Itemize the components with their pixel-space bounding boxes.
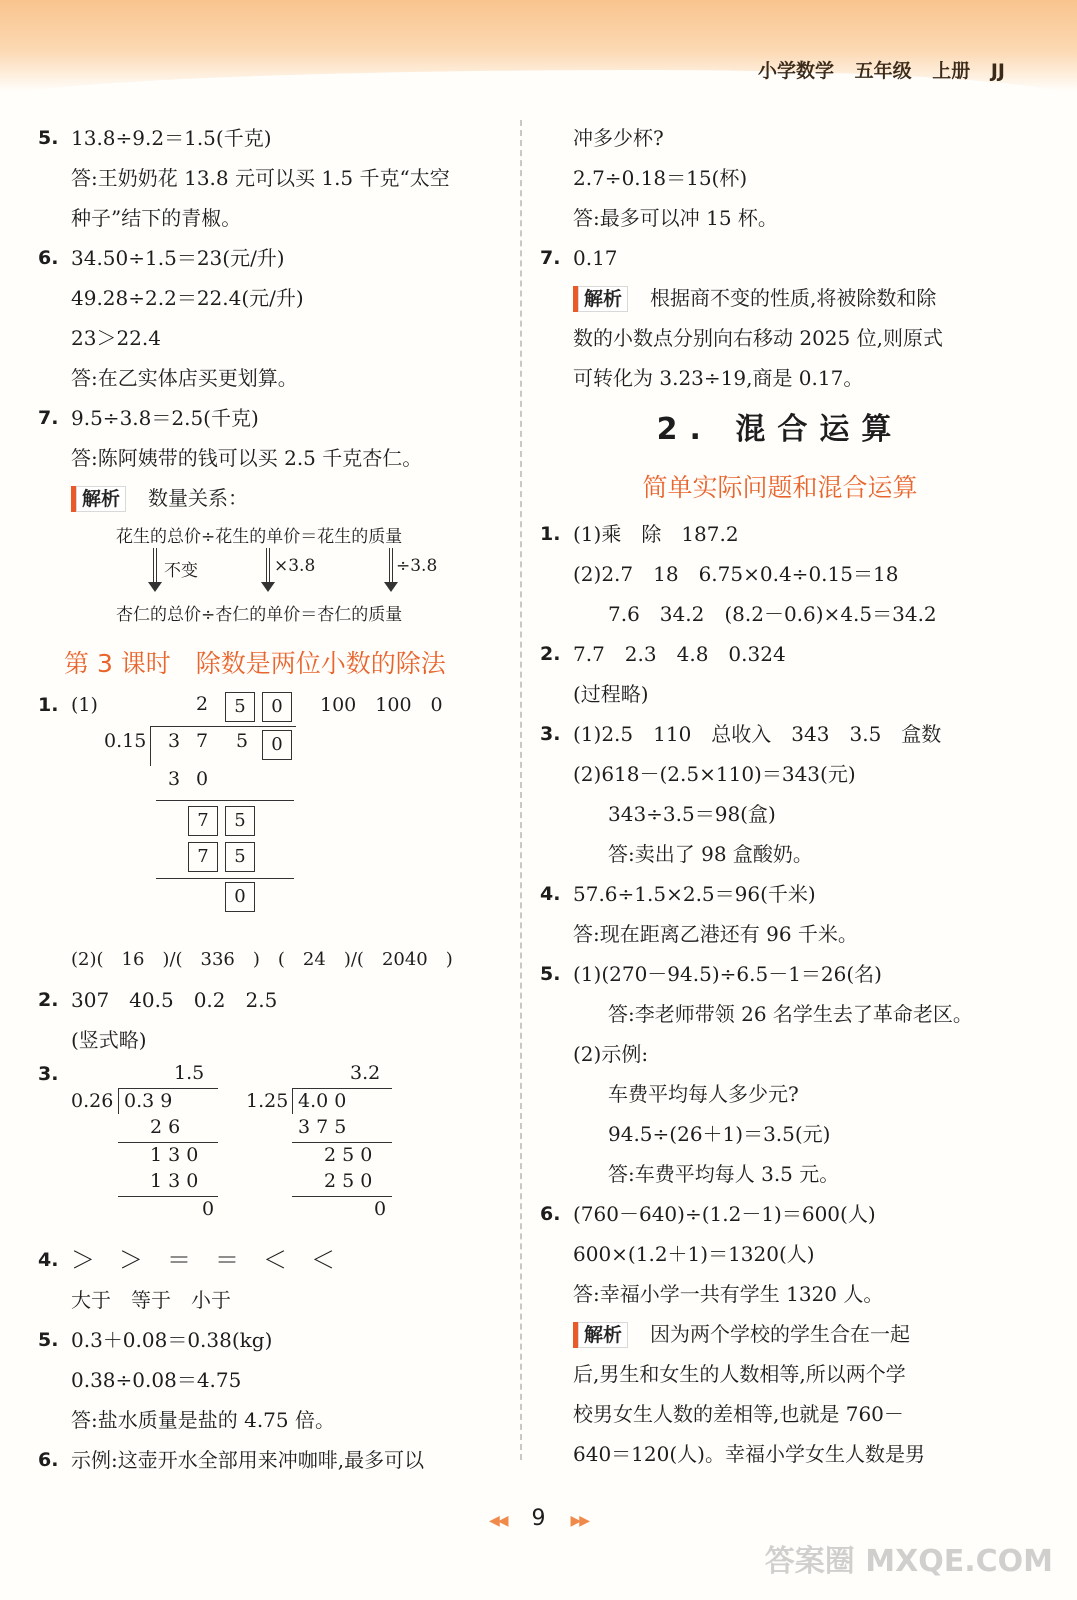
answer-line: 答:卖出了 98 盒酸奶。 (608, 842, 813, 866)
answer-line: 7. 0.17 (540, 246, 618, 270)
answer-line: 车费平均每人多少元? (608, 1082, 799, 1106)
answer-line: 5. (1)(270－94.5)÷6.5－1＝26(名) (540, 962, 882, 986)
answer-line: 4. 57.6÷1.5×2.5＝96(千米) (540, 882, 816, 906)
analysis-line: 校男女生人数的差相等,也就是 760－ (573, 1402, 904, 1426)
analysis-line: 后,男生和女生的人数相等,所以两个学 (573, 1362, 906, 1386)
answer-line: (竖式略) (71, 1028, 147, 1052)
answer-line: 种子”结下的青椒。 (71, 206, 242, 230)
section-title: 2. 混合运算 (656, 412, 904, 447)
answer-line: (2)2.7 18 6.75×0.4÷0.15＝18 (573, 562, 899, 586)
prev-arrows-icon: ◀◀ (488, 1513, 507, 1529)
watermark: 答案圈 MXQE.COM (764, 1544, 1053, 1579)
answer-line: 答:李老师带领 26 名学生去了革命老区。 (608, 1002, 973, 1026)
analysis-tag: 解析 (71, 486, 126, 512)
answer-line: 2.7÷0.18＝15(杯) (573, 166, 748, 190)
analysis-line: 可转化为 3.23÷19,商是 0.17。 (573, 366, 864, 390)
analysis-line: 数的小数点分别向右移动 2025 位,则原式 (573, 326, 943, 350)
analysis-line: 解析 因为两个学校的学生合在一起 (540, 1314, 1020, 1354)
answer-line: 答:在乙实体店买更划算。 (71, 366, 298, 390)
answer-line: 6. 34.50÷1.5＝23(元/升) (38, 246, 285, 270)
page-number: 9 (531, 1506, 546, 1531)
answer-line: 4. ＞ ＞ ＝ ＝ ＜ ＜ (38, 1246, 335, 1274)
answer-line: 答:王奶奶花 13.8 元可以买 1.5 千克“太空 (71, 166, 450, 190)
answer-line: (2)618－(2.5×110)＝343(元) (573, 762, 856, 786)
column-divider (520, 120, 522, 1460)
diagram-label: 不变 (164, 561, 198, 581)
answer-line: 23＞22.4 (71, 326, 161, 350)
diagram-bottom: 杏仁的总价÷杏仁的单价＝杏仁的质量 (116, 605, 403, 625)
answer-line: 49.28÷2.2＝22.4(元/升) (71, 286, 304, 310)
right-column (540, 118, 1020, 1474)
page-footer (0, 1506, 1077, 1531)
diagram-top: 花生的总价÷花生的单价＝花生的质量 (116, 527, 403, 547)
analysis-tag: 解析 (573, 1322, 628, 1348)
long-division-3: 3. 1.5 0.26 0.3 9 2 6 1 3 0 1 3 0 0 3.2 1.25 4.0 0 3 7 5 2 5 0 2 5 0 0 (38, 1060, 508, 1240)
answer-line: 0.38÷0.08＝4.75 (71, 1368, 242, 1392)
answer-line: (2)( 16 )/( 336 ) ( 24 )/( 2040 ) (71, 949, 453, 970)
answer-line: 3. (1)2.5 110 总收入 343 3.5 盒数 (540, 722, 942, 746)
answer-line: 答:车费平均每人 3.5 元。 (608, 1162, 840, 1186)
analysis-line: 解析 数量关系： (38, 478, 508, 518)
analysis-line: 640＝120(人)。幸福小学女生人数是男 (573, 1442, 925, 1466)
analysis-tag: 解析 (573, 286, 628, 312)
answer-line: 5. 13.8÷9.2＝1.5(千克) (38, 126, 272, 150)
answer-line: (过程略) (573, 682, 649, 706)
answer-line: 大于 等于 小于 (71, 1288, 231, 1312)
answer-line: (2)示例: (573, 1042, 649, 1066)
answer-line: 2. 7.7 2.3 4.8 0.324 (540, 642, 786, 666)
answer-line: 1. (1)乘 除 187.2 (540, 522, 739, 546)
answer-line: 2. 307 40.5 0.2 2.5 (38, 988, 278, 1012)
answer-line: 94.5÷(26＋1)＝3.5(元) (608, 1122, 831, 1146)
answer-line: 答:现在距离乙港还有 96 千米。 (573, 922, 858, 946)
long-division-1: 1. (1) 100 100 0 2 5 0 0.15 3 7 5 0 3 0 7 5 7 5 0 (38, 690, 508, 940)
quantity-relation-diagram (38, 518, 508, 638)
answer-line: 冲多少杯? (573, 126, 664, 150)
answer-line: 答:陈阿姨带的钱可以买 2.5 千克杏仁。 (71, 446, 423, 470)
answer-line: 答:幸福小学一共有学生 1320 人。 (573, 1282, 884, 1306)
answer-text: 100 100 0 (320, 694, 443, 716)
analysis-line: 解析 根据商不变的性质,将被除数和除 (540, 278, 1020, 318)
diagram-label: ÷3.8 (396, 556, 438, 576)
answer-line: 6. 示例:这壶开水全部用来冲咖啡,最多可以 (38, 1448, 425, 1472)
answer-line: 答:最多可以冲 15 杯。 (573, 206, 778, 230)
answer-line: 答:盐水质量是盐的 4.75 倍。 (71, 1408, 335, 1432)
answer-line: 5. 0.3＋0.08＝0.38(kg) (38, 1328, 273, 1352)
book-subject: 小学数学 五年级 上册 JJ (757, 60, 1005, 82)
answer-line: 600×(1.2＋1)＝1320(人) (573, 1242, 815, 1266)
answer-line: 7. 9.5÷3.8＝2.5(千克) (38, 406, 259, 430)
subsection-title: 简单实际问题和混合运算 (642, 473, 918, 502)
answer-line: 6. (760－640)÷(1.2－1)＝600(人) (540, 1202, 876, 1226)
lesson-title: 第 3 课时 除数是两位小数的除法 (64, 649, 446, 678)
answer-line: 7.6 34.2 (8.2－0.6)×4.5＝34.2 (608, 602, 937, 626)
answer-line: 343÷3.5＝98(盒) (608, 802, 776, 826)
diagram-label: ×3.8 (274, 556, 316, 576)
next-arrows-icon: ▶▶ (570, 1513, 589, 1529)
left-column (38, 118, 508, 1480)
